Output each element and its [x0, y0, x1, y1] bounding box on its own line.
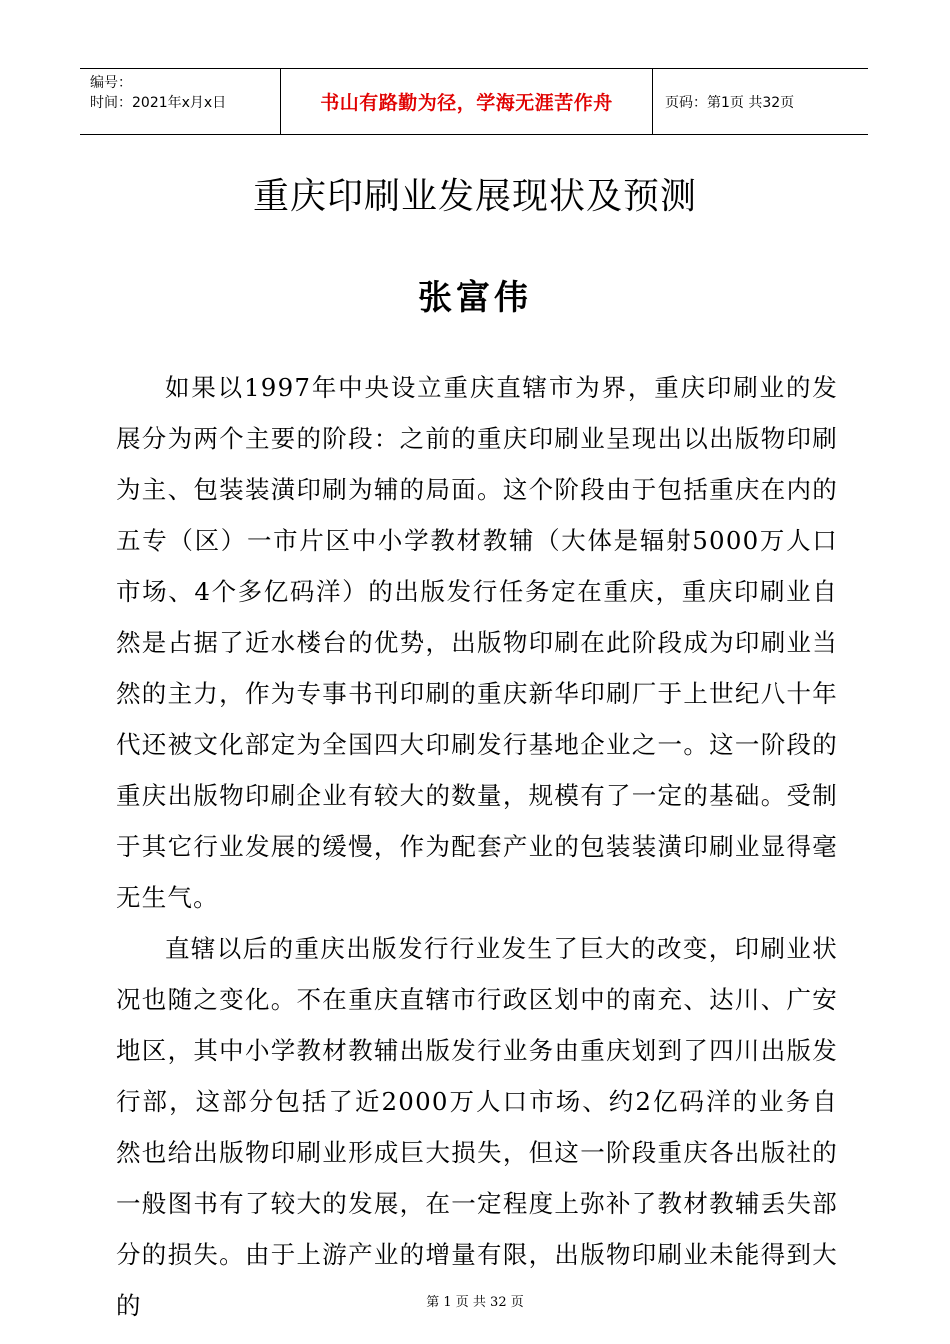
- document-author: 张富伟: [418, 278, 532, 318]
- page-footer: 第 1 页 共 32 页: [426, 1295, 524, 1310]
- header-motto-cell: [281, 69, 653, 134]
- document-body: [116, 362, 838, 1331]
- page-info: 页码：第1页 共32页: [665, 94, 795, 111]
- header-meta: [80, 69, 281, 134]
- number-label: 编号：: [90, 75, 132, 91]
- paragraph: 如果以1997年中央设立重庆直辖市为界，重庆印刷业的发展分为两个主要的阶段：之前的重庆印刷业呈现出以出版物印刷为主、包装装潢印刷为辅的局面。这个阶段由于包括重庆在内的五专（区）一市片区中小学教材教辅（大体是辐射5000万人口市场、4个多亿码洋）的出版发行任务定在重庆，重庆印刷业自然是占据了近水楼台的优势，出版物印刷在此阶段成为印刷业当然的主力，作为专事书刊印刷的重庆新华印刷厂于上世纪八十年代还被文化部定为全国四大印刷发行基地企业之一。这一阶段的重庆出版物印刷企业有较大的数量，规模有了一定的基础。受制于其它行业发展的缓慢，作为配套产业的包装装潢印刷业显得毫无生气。: [116, 373, 838, 912]
- header-page-cell: [653, 69, 868, 134]
- header-table: [80, 68, 868, 135]
- motto: 书山有路勤为径，学海无涯苦作舟: [320, 92, 613, 114]
- paragraph: 直辖以后的重庆出版发行行业发生了巨大的改变，印刷业状况也随之变化。不在重庆直辖市行政区划中的南充、达川、广安地区，其中小学教材教辅出版发行业务由重庆划到了四川出版发行部，这部分包括了近2000万人口市场、约2亿码洋的业务自然也给出版物印刷业形成巨大损失，但这一阶段重庆各出版社的一般图书有了较大的发展，在一定程度上弥补了教材教辅丢失部分的损失。由于上游产业的增量有限，出版物印刷业未能得到大的: [116, 934, 838, 1320]
- document-title: 重庆印刷业发展现状及预测: [252, 176, 697, 217]
- time-label: 时间：2021年x月x日: [90, 95, 227, 111]
